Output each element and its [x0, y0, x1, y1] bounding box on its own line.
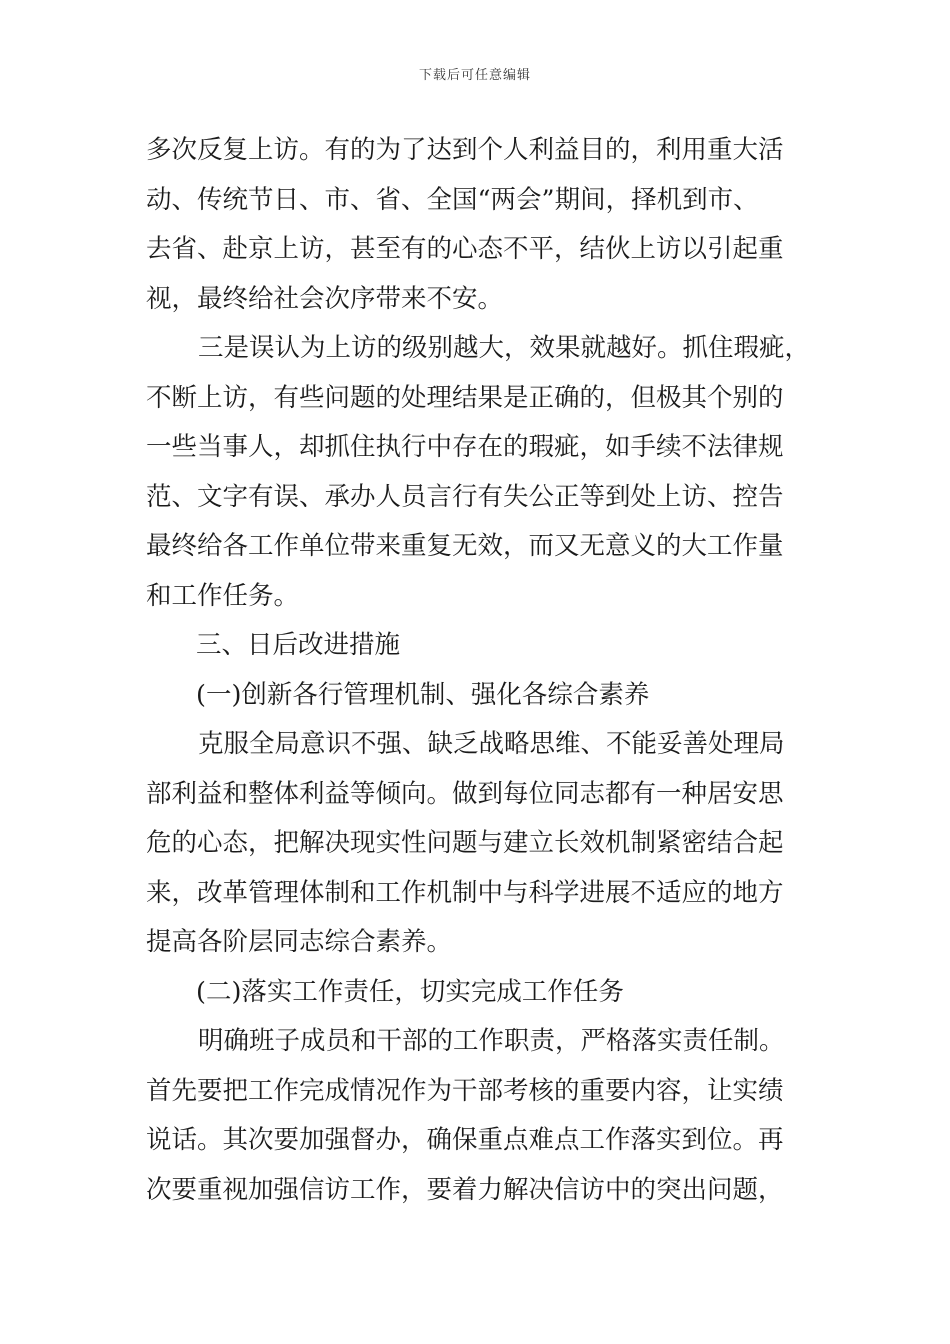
document-body: [146, 126, 818, 1215]
subsection-heading: (二)落实工作责任，切实完成工作任务: [196, 976, 624, 1007]
text-line: 不断上访，有些问题的处理结果是正确的，但极其个别的: [146, 382, 784, 413]
paragraph-start-line: 克服全局意识不强、缺乏战略思维、不能妥善处理局: [198, 729, 785, 759]
text-line: 提高各阶层同志综合素养。: [146, 927, 453, 957]
subsection-heading: (一)创新各行管理机制、强化各综合素养: [196, 679, 650, 710]
text-line: 范、文字有误、承办人员言行有失公正等到处上访、控告: [146, 481, 784, 512]
text-line: 去省、赴京上访，甚至有的心态不平，结伙上访以引起重: [146, 234, 784, 264]
page-header: 下载后可任意编辑: [418, 68, 531, 83]
text-line: 视，最终给社会次序带来不安。: [146, 283, 504, 314]
text-line: 部利益和整体利益等倾向。做到每位同志都有一种居安思: [146, 778, 784, 809]
text-line: 最终给各工作单位带来重复无效，而又无意义的大工作量: [146, 531, 784, 561]
text-line: 和工作任务。: [146, 580, 300, 611]
text-line: 次要重视加强信访工作，要着力解决信访中的突出问题，: [146, 1174, 784, 1205]
text-line: 一些当事人，却抓住执行中存在的瑕疵，如手续不法律规: [146, 432, 784, 462]
text-line: 动、传统节日、市、省、全国“两会”期间，择机到市、: [146, 184, 759, 215]
text-line: 危的心态，把解决现实性问题与建立长效机制紧密结合起: [146, 828, 784, 858]
section-heading: 三、日后改进措施: [196, 630, 401, 660]
paragraph-start-line: 三是误认为上访的级别越大，效果就越好。抓住瑕疵，: [198, 333, 811, 363]
text-line: 多次反复上访。有的为了达到个人利益目的，利用重大活: [146, 135, 784, 165]
text-line: 来，改革管理体制和工作机制中与科学进展不适应的地方: [146, 877, 784, 908]
text-line: 说话。其次要加强督办，确保重点难点工作落实到位。再: [146, 1125, 784, 1155]
paragraph-start-line: 明确班子成员和干部的工作职责，严格落实责任制。: [198, 1026, 785, 1056]
text-line: 首先要把工作完成情况作为干部考核的重要内容，让实绩: [146, 1075, 784, 1106]
